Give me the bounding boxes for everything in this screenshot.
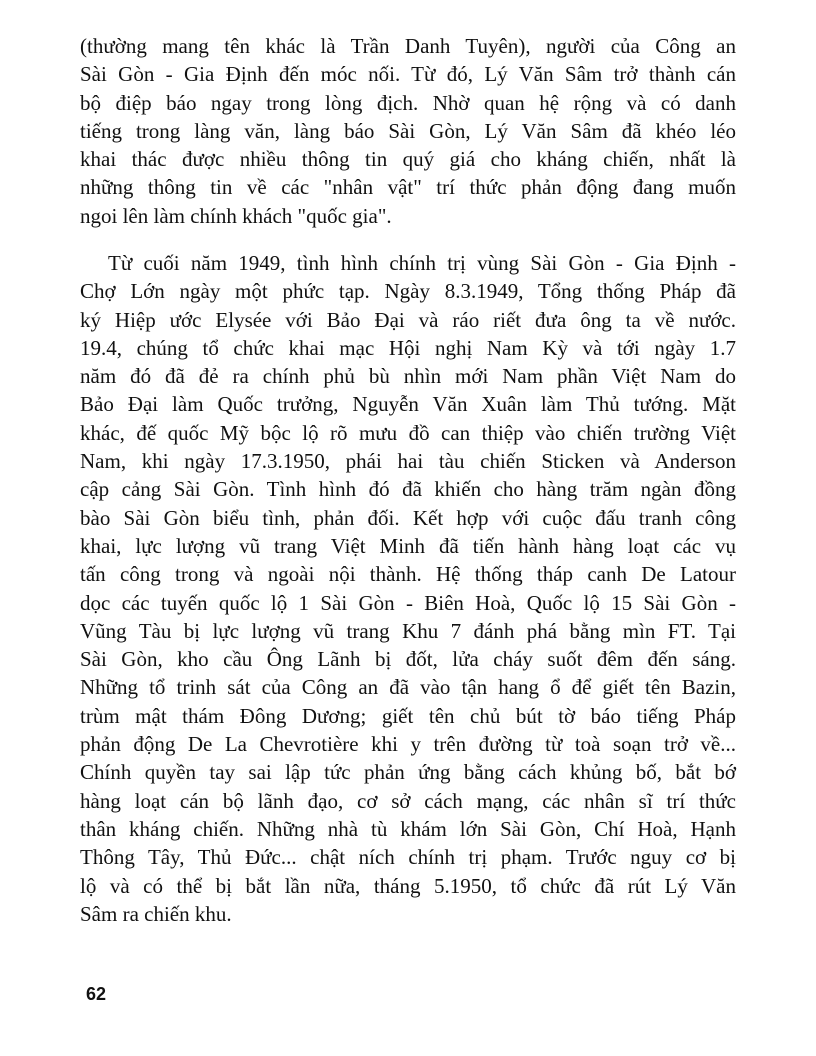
text-line: tiếng trong làng văn, làng báo Sài Gòn, Lý Văn Sâm đã khéo léo <box>80 118 736 143</box>
text-line: trùm mật thám Đông Dương; giết tên chủ bút tờ báo tiếng Pháp <box>80 703 736 728</box>
text-line: Thông Tây, Thủ Đức... chật ních chính trị phạm. Trước nguy cơ bị <box>80 845 736 870</box>
text-line: Sài Gòn - Gia Định đến móc nối. Từ đó, Lý Văn Sâm trở thành cán <box>80 62 736 87</box>
paragraph-1 <box>80 32 736 230</box>
text-line: phản động De La Chevrotière khi y trên đường từ toà soạn trở về... <box>80 732 736 757</box>
text-line: ký Hiệp ước Elysée với Bảo Đại và ráo riết đưa ông ta về nước. <box>80 307 736 332</box>
text-line: Những tổ trinh sát của Công an đã vào tận hang ổ để giết tên Bazin, <box>80 675 736 700</box>
text-line: ngoi lên làm chính khách "quốc gia". <box>80 203 392 228</box>
text-line: khác, đế quốc Mỹ bộc lộ rõ mưu đồ can thiệp vào chiến trường Việt <box>80 420 736 445</box>
text-line: Chính quyền tay sai lập tức phản ứng bằng cách khủng bố, bắt bớ <box>80 760 736 785</box>
paragraph-2 <box>80 249 736 928</box>
text-line: Bảo Đại làm Quốc trưởng, Nguyễn Văn Xuân làm Thủ tướng. Mặt <box>80 392 736 417</box>
text-line: khai, lực lượng vũ trang Việt Minh đã tiến hành hàng loạt các vụ <box>80 533 736 558</box>
text-line: hàng loạt cán bộ lãnh đạo, cơ sở cách mạng, các nhân sĩ trí thức <box>80 788 736 813</box>
text-line: lộ và có thể bị bắt lần nữa, tháng 5.1950, tổ chức đã rút Lý Văn <box>80 873 736 898</box>
text-line: Nam, khi ngày 17.3.1950, phái hai tàu chiến Sticken và Anderson <box>80 449 736 474</box>
text-line: Sâm ra chiến khu. <box>80 901 232 926</box>
text-line: Từ cuối năm 1949, tình hình chính trị vùng Sài Gòn - Gia Định - <box>108 251 736 275</box>
text-line: 19.4, chúng tổ chức khai mạc Hội nghị Nam Kỳ và tới ngày 1.7 <box>80 335 736 360</box>
text-line: năm đó đã đẻ ra chính phủ bù nhìn mới Nam phần Việt Nam do <box>80 364 736 389</box>
text-line: những thông tin về các "nhân vật" trí thức phản động đang muốn <box>80 175 736 200</box>
text-line: bào Sài Gòn biểu tình, phản đối. Kết hợp với cuộc đấu tranh công <box>80 505 736 530</box>
page-number: 62 <box>86 984 107 1004</box>
text-line: dọc các tuyến quốc lộ 1 Sài Gòn - Biên Hoà, Quốc lộ 15 Sài Gòn - <box>80 590 736 615</box>
text-line: cập cảng Sài Gòn. Tình hình đó đã khiến cho hàng trăm ngàn đồng <box>80 477 736 502</box>
text-line: tấn công trong và ngoài nội thành. Hệ thống tháp canh De Latour <box>80 562 736 587</box>
text-line: khai thác được nhiều thông tin quý giá cho kháng chiến, nhất là <box>80 147 736 172</box>
text-line: (thường mang tên khác là Trần Danh Tuyên), người của Công an <box>80 34 736 58</box>
text-line: Chợ Lớn ngày một phức tạp. Ngày 8.3.1949, Tổng thống Pháp đã <box>80 279 736 304</box>
text-line: Vũng Tàu bị lực lượng vũ trang Khu 7 đánh phá bằng mìn FT. Tại <box>80 618 736 643</box>
text-line: thân kháng chiến. Những nhà tù khám lớn Sài Gòn, Chí Hoà, Hạnh <box>80 816 736 841</box>
text-line: Sài Gòn, kho cầu Ông Lãnh bị đốt, lửa cháy suốt đêm đến sáng. <box>80 647 736 672</box>
text-line: bộ điệp báo ngay trong lòng địch. Nhờ quan hệ rộng và có danh <box>80 90 736 115</box>
